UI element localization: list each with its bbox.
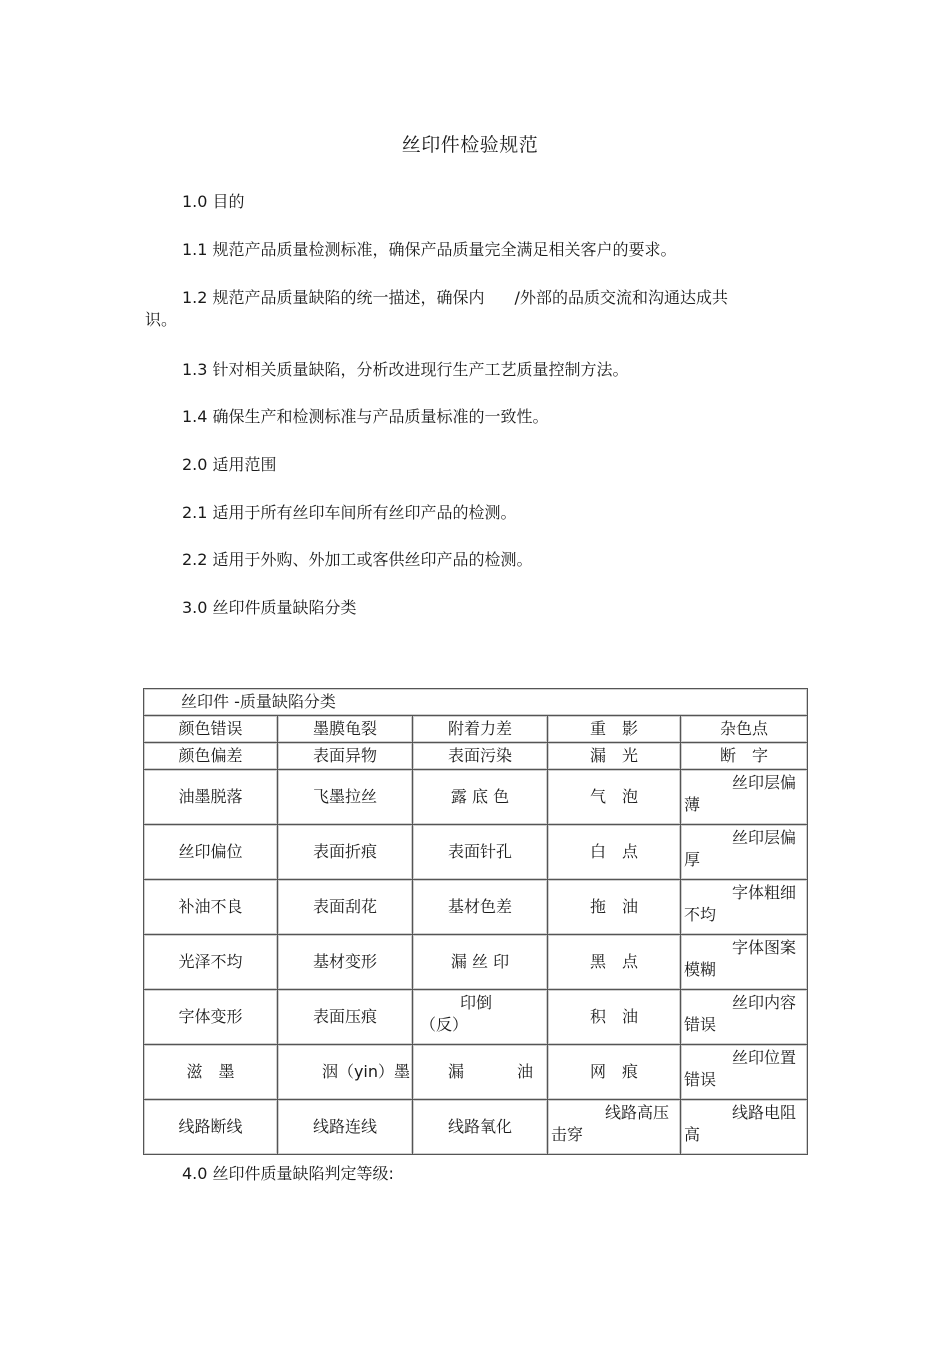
table-row [144, 770, 808, 825]
section-1-3: 1.3 针对相关质量缺陷，分析改进现行生产工艺质量控制方法。 [182, 360, 629, 379]
table-cell [681, 880, 808, 935]
cell-line: 错误 [684, 1070, 717, 1089]
table-cell [548, 1100, 681, 1155]
table-cell [413, 990, 548, 1045]
table-cell: 表面压痕 [278, 990, 413, 1045]
table-cell: 基材变形 [278, 935, 413, 990]
section-1-2-line2: 识。 [145, 310, 178, 329]
table-cell: 表面折痕 [278, 825, 413, 880]
table-row [144, 880, 808, 935]
section-3-0: 3.0 丝印件质量缺陷分类 [182, 598, 357, 617]
table-cell [681, 825, 808, 880]
table-cell: 表面针孔 [413, 825, 548, 880]
section-1-2-part-b: /外部的品质交流和沟通达成共 [514, 288, 728, 307]
table-cell: 基材色差 [413, 880, 548, 935]
table-cell: 气 泡 [548, 770, 681, 825]
table-cell: 油墨脱落 [144, 770, 278, 825]
cell-line: 模糊 [684, 960, 717, 979]
table-cell: 颜色错误 [144, 716, 278, 743]
table-cell: 网 痕 [548, 1045, 681, 1100]
section-1-2-part-a: 1.2 规范产品质量缺陷的统一描述，确保内 [182, 288, 485, 307]
table-cell: 积 油 [548, 990, 681, 1045]
cell-line: 高 [684, 1125, 701, 1144]
table-cell: 墨膜龟裂 [278, 716, 413, 743]
table-cell: 线路氧化 [413, 1100, 548, 1155]
cell-line: 击穿 [551, 1125, 584, 1144]
table-cell: 黑 点 [548, 935, 681, 990]
table-row [144, 935, 808, 990]
cell-line: 线路电阻 [732, 1103, 797, 1122]
table-cell: 附着力差 [413, 716, 548, 743]
section-1-4: 1.4 确保生产和检测标准与产品质量标准的一致性。 [182, 407, 549, 426]
cell-line: 丝印层偏 [732, 773, 797, 792]
cell-line: 不均 [684, 905, 717, 924]
cell-line: 丝印内容 [732, 993, 797, 1012]
table-cell [681, 1100, 808, 1155]
table-row [144, 1100, 808, 1155]
table-cell: 补油不良 [144, 880, 278, 935]
table-cell [413, 1045, 548, 1100]
table-cell: 漏 丝 印 [413, 935, 548, 990]
table-cell: 线路断线 [144, 1100, 278, 1155]
table-cell: 线路连线 [278, 1100, 413, 1155]
cell-line: （反） [420, 1015, 469, 1034]
section-2-2: 2.2 适用于外购、外加工或客供丝印产品的检测。 [182, 550, 533, 569]
table-cell: 表面异物 [278, 743, 413, 770]
section-4-0: 4.0 丝印件质量缺陷判定等级: [182, 1164, 394, 1183]
cell-line: 薄 [684, 795, 701, 814]
table-cell: 露 底 色 [413, 770, 548, 825]
cell-line: 字体粗细 [732, 883, 797, 902]
table-cell [681, 935, 808, 990]
defect-classification-table [143, 688, 808, 1155]
cell-part: 油 [516, 1062, 533, 1081]
table-row [144, 716, 808, 743]
section-1-1: 1.1 规范产品质量检测标准，确保产品质量完全满足相关客户的要求。 [182, 240, 677, 259]
table-cell [681, 770, 808, 825]
section-1-0: 1.0 目的 [182, 192, 245, 211]
table-row [144, 1045, 808, 1100]
table-header: 丝印件 -质量缺陷分类 [144, 689, 808, 716]
table-cell: 表面污染 [413, 743, 548, 770]
cell-line: 错误 [684, 1015, 717, 1034]
table-row [144, 990, 808, 1045]
table-cell: 滋 墨 [144, 1045, 278, 1100]
table-cell: 杂色点 [681, 716, 808, 743]
cell-line: 丝印层偏 [732, 828, 797, 847]
table-cell: 表面刮花 [278, 880, 413, 935]
table-cell: 白 点 [548, 825, 681, 880]
table-cell: 丝印偏位 [144, 825, 278, 880]
cell-part: 漏 [448, 1062, 465, 1081]
table-cell: 漏 光 [548, 743, 681, 770]
table-cell: 拖 油 [548, 880, 681, 935]
table-cell [681, 990, 808, 1045]
table-cell: 字体变形 [144, 990, 278, 1045]
table-cell: 飞墨拉丝 [278, 770, 413, 825]
table-row [144, 743, 808, 770]
section-1-2-line1 [145, 287, 795, 309]
table-cell: 光泽不均 [144, 935, 278, 990]
section-2-0: 2.0 适用范围 [182, 455, 277, 474]
section-1-2 [145, 287, 795, 331]
cell-line: 印倒 [459, 993, 492, 1012]
table-cell: 洇（yin）墨 [278, 1045, 413, 1100]
cell-line: 丝印位置 [732, 1048, 797, 1067]
cell-line: 线路高压 [604, 1103, 669, 1122]
cell-line: 字体图案 [732, 938, 797, 957]
section-2-1: 2.1 适用于所有丝印车间所有丝印产品的检测。 [182, 503, 517, 522]
table-cell: 断 字 [681, 743, 808, 770]
table-row [144, 825, 808, 880]
table-cell: 重 影 [548, 716, 681, 743]
table-cell [681, 1045, 808, 1100]
page-title: 丝印件检验规范 [401, 134, 539, 156]
table-cell: 颜色偏差 [144, 743, 278, 770]
cell-line: 厚 [684, 850, 701, 869]
